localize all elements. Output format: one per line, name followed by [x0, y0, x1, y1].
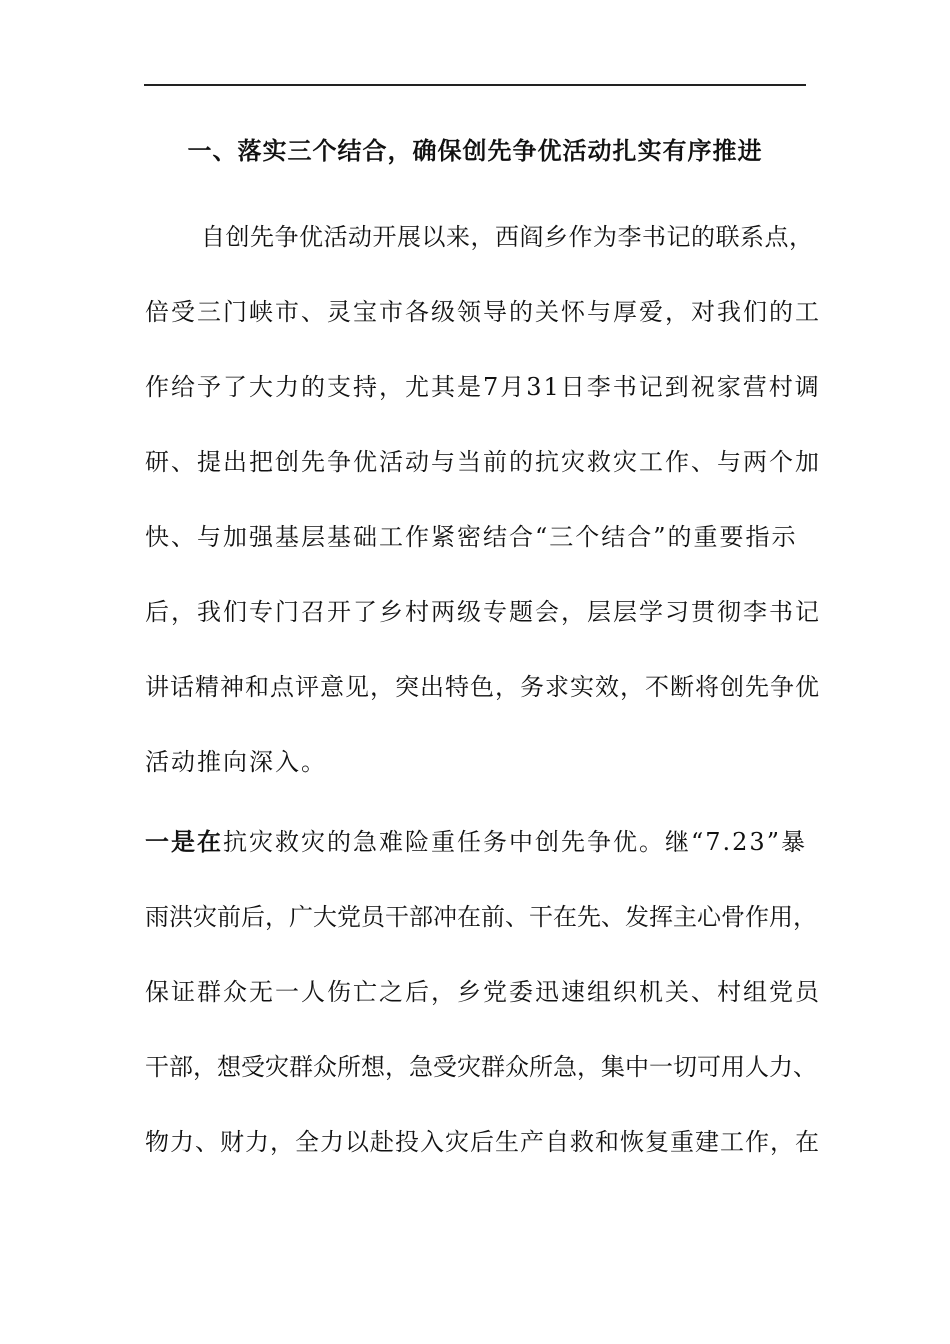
paragraph-line: 干部，想受灾群众所想，急受灾群众所急，集中一切可用人力、 [145, 1053, 817, 1081]
paragraph-line: 研、提出把创先争优活动与当前的抗灾救灾工作、与两个加 [145, 448, 821, 476]
section-heading: 一、落实三个结合，确保创先争优活动扎实有序推进 [187, 137, 763, 165]
paragraph-line: 雨洪灾前后，广大党员干部冲在前、干在先、发挥主心骨作用， [145, 903, 817, 931]
paragraph-line: 后，我们专门召开了乡村两级专题会，层层学习贯彻李书记 [145, 598, 821, 626]
paragraph-line: 物力、财力，全力以赴投入灾后生产自救和恢复重建工作，在 [145, 1128, 820, 1156]
paragraph-line: 保证群众无一人伤亡之后，乡党委迅速组织机关、村组党员 [145, 978, 821, 1006]
paragraph-line: 快、与加强基层基础工作紧密结合“三个结合”的重要指示 [145, 523, 798, 551]
paragraph-line-text: 抗灾救灾的急难险重任务中创先争优。继“7.23”暴 [223, 828, 807, 856]
paragraph-line: 活动推向深入。 [145, 748, 327, 776]
paragraph-line: 作给予了大力的支持，尤其是7月31日李书记到祝家营村调 [145, 373, 821, 401]
header-rule [144, 84, 806, 86]
paragraph-line: 自创先争优活动开展以来，西阎乡作为李书记的联系点， [201, 223, 814, 251]
paragraph-lead: 一是在 [145, 828, 223, 856]
paragraph-line [145, 822, 807, 862]
paragraph-line: 讲话精神和点评意见，突出特色，务求实效，不断将创先争优 [145, 673, 820, 701]
paragraph-line: 倍受三门峡市、灵宝市各级领导的关怀与厚爱，对我们的工 [145, 298, 821, 326]
